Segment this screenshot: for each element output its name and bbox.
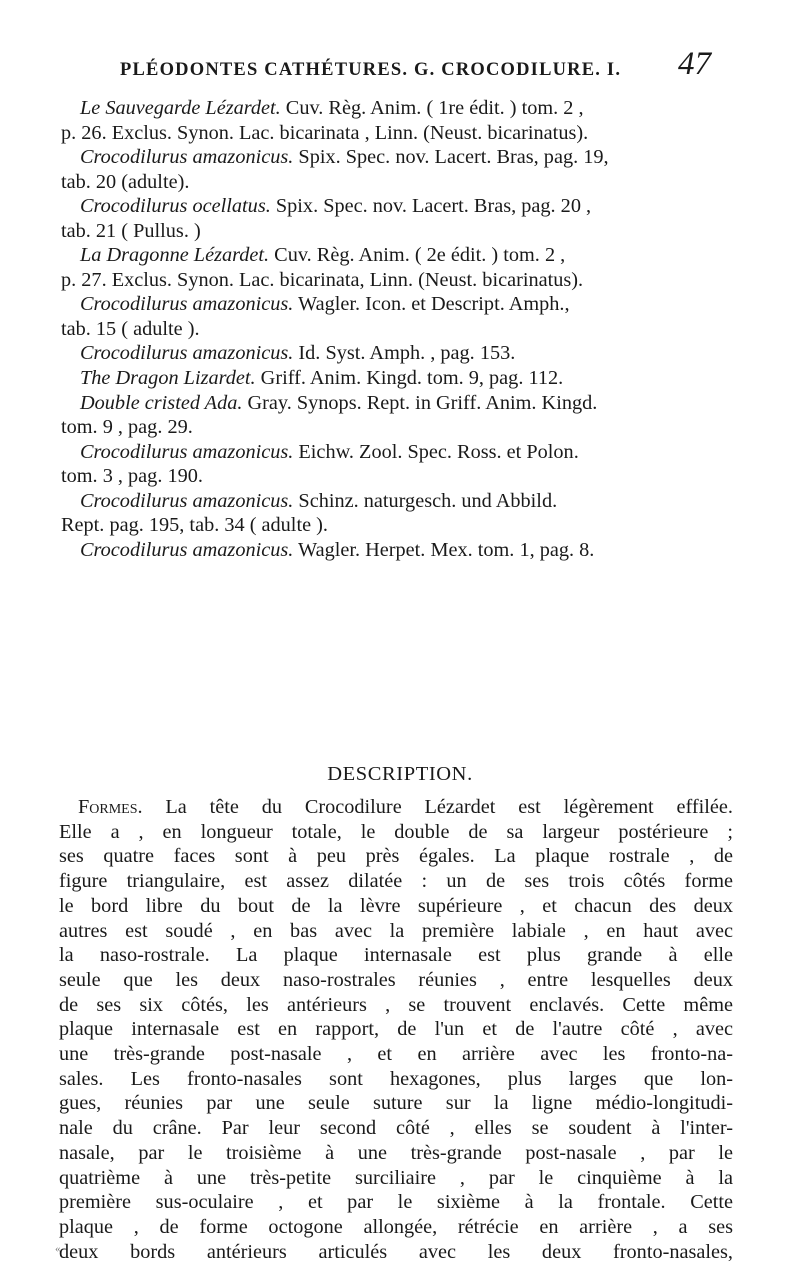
citation-continuation: tab. 20 (adulte). bbox=[61, 170, 190, 193]
citation-text: Cuv. Règ. Anim. ( 1re édit. ) tom. 2 , bbox=[280, 97, 584, 119]
citation-continuation: tab. 15 ( adulte ). bbox=[61, 317, 200, 340]
entry-first-line bbox=[61, 243, 731, 268]
synonymy-entry bbox=[61, 440, 731, 489]
species-name: La Dragonne Lézardet. bbox=[80, 244, 270, 267]
description-line: sales. Les fronto-nasales sont hexagones, plus larges que lon- bbox=[59, 1067, 733, 1090]
description-line: gues, réunies par une seule suture sur la ligne médio-longitudi- bbox=[59, 1092, 733, 1115]
first-line-text: La tête du Crocodilure Lézardet est légèrement effilée. bbox=[142, 796, 733, 818]
synonymy-entry bbox=[61, 489, 731, 538]
description-line: le bord libre du bout de la lèvre supérieure , et chacun des deux bbox=[59, 894, 733, 917]
description-line: seule que les deux naso-rostrales réunies , entre lesquelles deux bbox=[59, 968, 733, 991]
running-title: PLÉODONTES CATHÉTURES. G. CROCODILURE. I. bbox=[120, 60, 622, 80]
synonymy-entry bbox=[61, 243, 731, 292]
description-line: plaque internasale est en rapport, de l'un et de l'autre côté , avec bbox=[59, 1018, 733, 1041]
synonymy-entry bbox=[61, 292, 731, 341]
citation-text: Wagler. Icon. et Descript. Amph., bbox=[293, 293, 570, 316]
citation-continuation: p. 26. Exclus. Synon. Lac. bicarinata , Linn. (Neust. bicarinatus). bbox=[61, 121, 589, 144]
species-name: Crocodilurus amazonicus. bbox=[80, 489, 294, 512]
description-body bbox=[59, 795, 733, 1264]
description-line: ses quatre faces sont à peu près égales. La plaque rostrale , de bbox=[59, 845, 733, 868]
entry-first-line bbox=[61, 440, 731, 465]
species-name: Le Sauvegarde Lézardet. bbox=[80, 97, 281, 119]
citation-text: Wagler. Herpet. Mex. tom. 1, pag. 8. bbox=[293, 538, 595, 561]
species-name: Crocodilurus amazonicus. bbox=[80, 293, 294, 316]
entry-first-line bbox=[61, 391, 731, 416]
synonymy-entry bbox=[61, 538, 731, 563]
citation-text: Cuv. Règ. Anim. ( 2e édit. ) tom. 2 , bbox=[269, 244, 566, 267]
synonymy-entry bbox=[61, 391, 731, 440]
entry-first-line bbox=[61, 145, 731, 170]
entry-first-line bbox=[61, 96, 731, 121]
page-number: 47 bbox=[678, 46, 711, 82]
description-line: Elle a , en longueur totale, le double de sa largeur postérieure ; bbox=[59, 820, 733, 843]
species-name: Double cristed Ada. bbox=[80, 391, 243, 414]
entry-first-line bbox=[61, 292, 731, 317]
citation-text: Id. Syst. Amph. , pag. 153. bbox=[293, 342, 516, 365]
species-name: The Dragon Lizardet. bbox=[80, 367, 256, 390]
synonymy-entry bbox=[61, 194, 731, 243]
description-line: une très-grande post-nasale , et en arrière avec les fronto-na- bbox=[59, 1043, 733, 1066]
species-name: Crocodilurus amazonicus. bbox=[80, 440, 294, 463]
citation-continuation: p. 27. Exclus. Synon. Lac. bicarinata, Linn. (Neust. bicarinatus). bbox=[61, 268, 584, 291]
species-name: Crocodilurus amazonicus. bbox=[80, 146, 294, 169]
citation-continuation: tom. 9 , pag. 29. bbox=[61, 416, 193, 439]
entry-first-line bbox=[61, 489, 731, 514]
description-line: autres est soudé , en bas avec la première labiale , en haut avec bbox=[59, 919, 733, 942]
citation-text: Spix. Spec. nov. Lacert. Bras, pag. 20 , bbox=[270, 195, 592, 218]
description-line: la naso-rostrale. La plaque internasale est plus grande à elle bbox=[59, 944, 733, 967]
synonymy-entry bbox=[61, 366, 731, 391]
description-line: plaque , de forme octogone allongée, rétrécie en arrière , a ses bbox=[59, 1215, 733, 1238]
synonymy-entry bbox=[61, 341, 731, 366]
synonymy-list bbox=[61, 96, 731, 562]
species-name: Crocodilurus ocellatus. bbox=[80, 195, 271, 218]
description-line: de ses six côtés, les antérieurs , se trouvent enclavés. Cette même bbox=[59, 993, 733, 1016]
entry-first-line bbox=[61, 341, 731, 366]
description-line: figure triangulaire, est assez dilatée : un de ses trois côtés forme bbox=[59, 870, 733, 893]
synonymy-entry bbox=[61, 145, 731, 194]
section-label: Formes. bbox=[78, 796, 143, 818]
citation-text: Gray. Synops. Rept. in Griff. Anim. Kingd. bbox=[242, 391, 598, 414]
citation-text: Spix. Spec. nov. Lacert. Bras, pag. 19, bbox=[293, 146, 609, 169]
citation-text: Schinz. naturgesch. und Abbild. bbox=[293, 489, 558, 512]
entry-first-line bbox=[61, 366, 731, 391]
citation-continuation: Rept. pag. 195, tab. 34 ( adulte ). bbox=[61, 514, 328, 537]
species-name: Crocodilurus amazonicus. bbox=[80, 342, 294, 365]
running-head bbox=[120, 60, 700, 81]
description-line: quatrième à une très-petite surciliaire , par le cinquième à la bbox=[59, 1166, 733, 1189]
synonymy-entry bbox=[61, 96, 731, 145]
description-line: première sus-oculaire , et par le sixième à la frontale. Cette bbox=[59, 1191, 733, 1214]
species-name: Crocodilurus amazonicus. bbox=[80, 538, 294, 561]
citation-text: Eichw. Zool. Spec. Ross. et Polon. bbox=[293, 440, 579, 463]
entry-first-line bbox=[61, 538, 731, 563]
description-line: nale du crâne. Par leur second côté , elles se soudent à l'inter- bbox=[59, 1117, 733, 1140]
citation-text: Griff. Anim. Kingd. tom. 9, pag. 112. bbox=[255, 367, 564, 390]
description-first-line bbox=[59, 795, 733, 820]
description-heading: DESCRIPTION. bbox=[327, 763, 473, 785]
entry-first-line bbox=[61, 194, 731, 219]
description-line: deux bords antérieurs articulés avec les deux fronto-nasales, bbox=[59, 1240, 733, 1263]
citation-continuation: tom. 3 , pag. 190. bbox=[61, 465, 203, 488]
description-line: nasale, par le troisième à une très-grande post-nasale , par le bbox=[59, 1141, 733, 1164]
footer-mark: « bbox=[55, 1243, 61, 1255]
citation-continuation: tab. 21 ( Pullus. ) bbox=[61, 219, 201, 242]
